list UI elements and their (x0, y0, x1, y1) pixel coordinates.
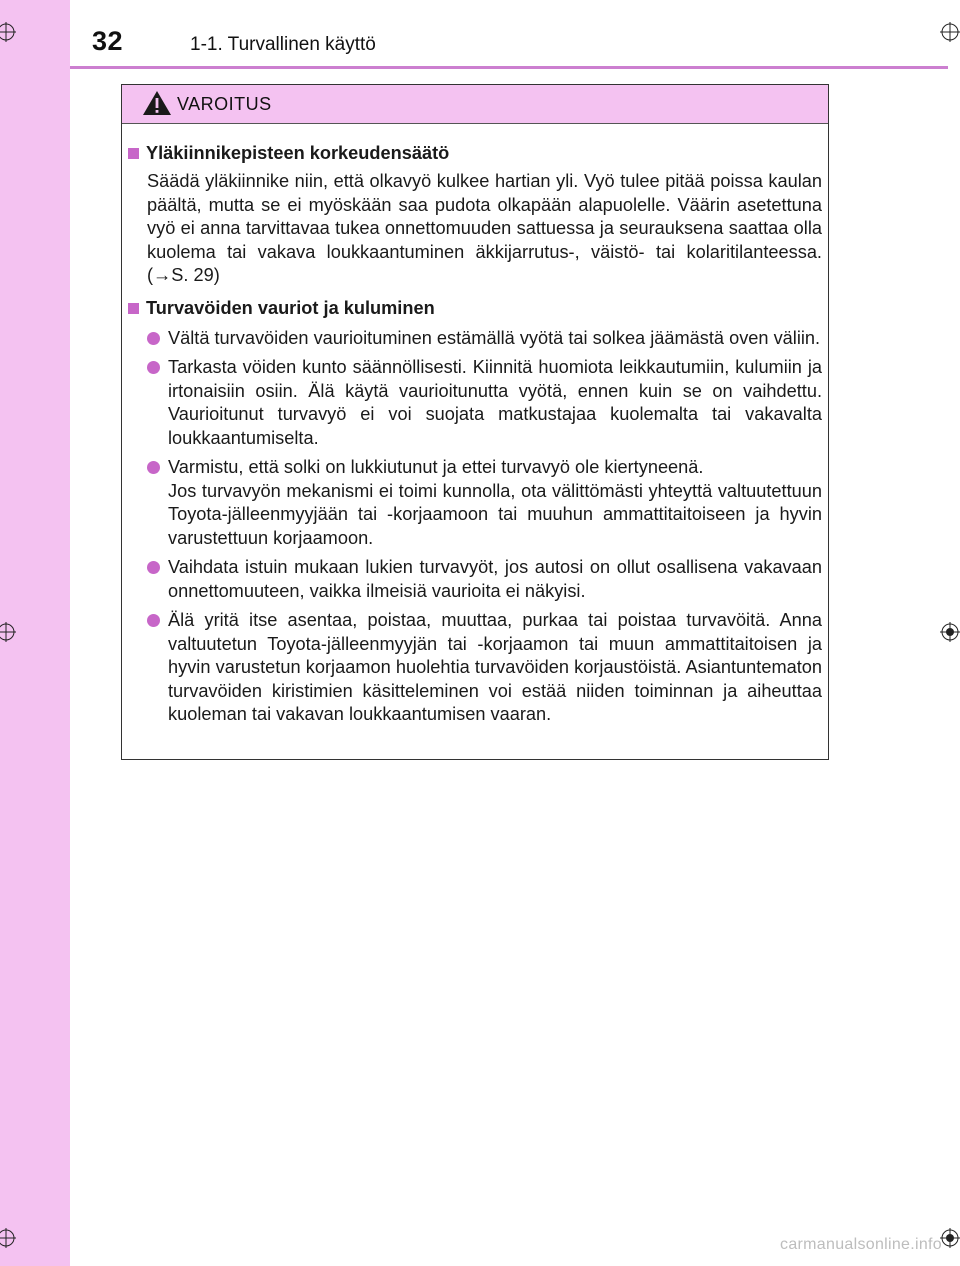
sub-heading-text: Yläkiinnikepisteen korkeudensäätö (146, 143, 450, 163)
list-item-line: Jos turvavyön mekanismi ei toimi kunnolla, ota välittömästi yhteyttä valtuutettuun Toyota-jälleenmyyjään tai -korjaamoon tai muuhun ammattitaitoiseen ja hyvin varustettuun korjaamoon. (168, 480, 822, 548)
page-number: 32 (92, 26, 124, 56)
list-item-text: Tarkasta vöiden kunto säännöllisesti. Kiinnitä huomiota leikkautumiin, kulumiin ja irtonaisiin osiin. Älä käytä vaurioitunutta vyötä, ennen kuin se on vaihdettu. Vaurioitunut turvavyö ei voi suojata matkustajaa kuolemalta tai vakavalta loukkaantumiselta. (168, 357, 822, 448)
registration-mark-icon (0, 22, 16, 42)
registration-mark-icon (0, 622, 16, 642)
round-bullet-icon (147, 461, 160, 474)
list-item-text: Vältä turvavöiden vaurioituminen estämällä vyötä tai solkea jäämästä oven väliin. (168, 327, 821, 348)
round-bullet-icon (147, 561, 160, 574)
warning-box (121, 84, 829, 760)
list-item-text (168, 456, 822, 550)
list-item-text: Vaihdata istuin mukaan lukien turvavyöt, jos autosi on ollut osallisena vakavaan onnettomuuteen, vaikka ilmeisiä vaurioita ei näkyisi. (168, 557, 822, 601)
list-item (128, 556, 822, 603)
sub-heading-text: Turvavöiden vauriot ja kuluminen (146, 297, 435, 318)
list-item (128, 356, 822, 450)
warning-body (122, 124, 828, 727)
square-bullet-icon (128, 148, 139, 159)
sub-heading (128, 296, 822, 321)
registration-mark-icon (0, 1228, 16, 1248)
registration-mark-icon (940, 22, 960, 42)
warning-title: VAROITUS (177, 94, 272, 114)
list-item-line: Varmistu, että solki on lukkiutunut ja ettei turvavyö ole kiertyneenä. (168, 457, 704, 477)
list-item-text: Älä yritä itse asentaa, poistaa, muuttaa, purkaa tai poistaa turvavöitä. Anna valtuutetun Toyota-jälleenmyyjän tai -korjaamon tai muun ammattitaitoisen ja hyvin varustetun korjaamon huolehtia turvavöiden korjaustöistä. Asiantuntematon turvavöiden kiristimien käsitteleminen voi estää niiden toiminnan ja aiheuttaa kuoleman tai vakavan loukkaantumisen vaaran. (168, 610, 822, 724)
round-bullet-icon (147, 332, 160, 345)
registration-mark-icon (940, 1228, 960, 1248)
round-bullet-icon (147, 361, 160, 374)
list-item (128, 327, 822, 351)
list-item (128, 609, 822, 727)
sub-heading (128, 141, 822, 166)
header-divider (70, 66, 948, 69)
section-title: 1-1. Turvallinen käyttö (190, 34, 376, 55)
warning-triangle-icon (141, 89, 173, 117)
paragraph: Säädä yläkiinnike niin, että olkavyö kulkee hartian yli. Vyö tulee pitää poissa kaulan päältä, mutta se ei myöskään saa pudota olkapään alapuolelle. Väärin asetettuna vyö ei anna tarvittavaa tukea onnettomuuden sattuessa ja seurauksena saattaa olla kuolema tai vakava loukkaantuminen äkkijarrutus-, väistö- tai kolaritilanteessa. (→S. 29) (147, 171, 822, 285)
list-item (128, 456, 822, 550)
footer-watermark: carmanualsonline.info (780, 1236, 942, 1253)
round-bullet-icon (147, 614, 160, 627)
square-bullet-icon (128, 303, 139, 314)
registration-mark-icon (940, 622, 960, 642)
warning-header (122, 85, 828, 124)
